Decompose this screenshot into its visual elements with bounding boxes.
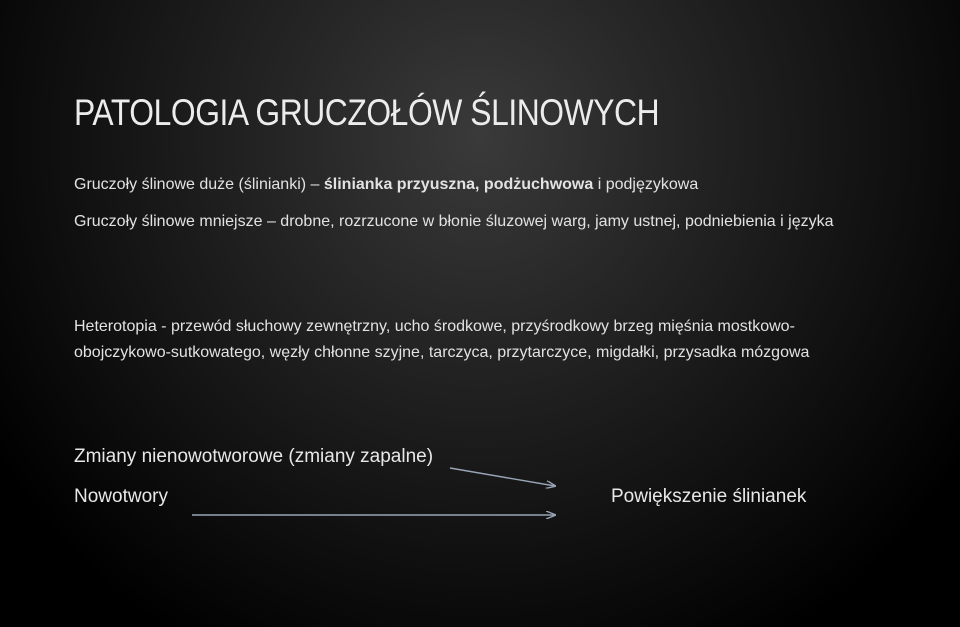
- minor-glands-paragraph: Gruczoły ślinowe mniejsze – drobne, rozrzucone w błonie śluzowej warg, jamy ustnej, podniebienia i języka: [74, 213, 834, 230]
- arrow-1: [450, 468, 555, 486]
- cause-neoplasms: Nowotwory: [74, 486, 168, 507]
- slide-title: PATOLOGIA GRUCZOŁÓW ŚLINOWYCH: [74, 92, 660, 133]
- major-glands-text-end: i podjęzykowa: [593, 176, 699, 193]
- result-enlargement: Powiększenie ślinianek: [611, 486, 807, 507]
- major-glands-paragraph: [74, 172, 874, 198]
- cause-non-neoplastic: Zmiany nienowotworowe (zmiany zapalne): [74, 446, 434, 467]
- major-glands-bold-text: ślinianka przyuszna, podżuchwowa: [323, 176, 594, 193]
- major-glands-text: Gruczoły ślinowe duże (ślinianki) –: [74, 176, 324, 193]
- heterotopia-paragraph: Heterotopia - przewód słuchowy zewnętrzny, ucho środkowe, przyśrodkowy brzeg mięśnia mostkowo-obojczykowo-sutkowatego, węzły chłonne szyjne, tarczyca, przytarczyce, migdałki, przysadka mózgowa: [74, 318, 810, 361]
